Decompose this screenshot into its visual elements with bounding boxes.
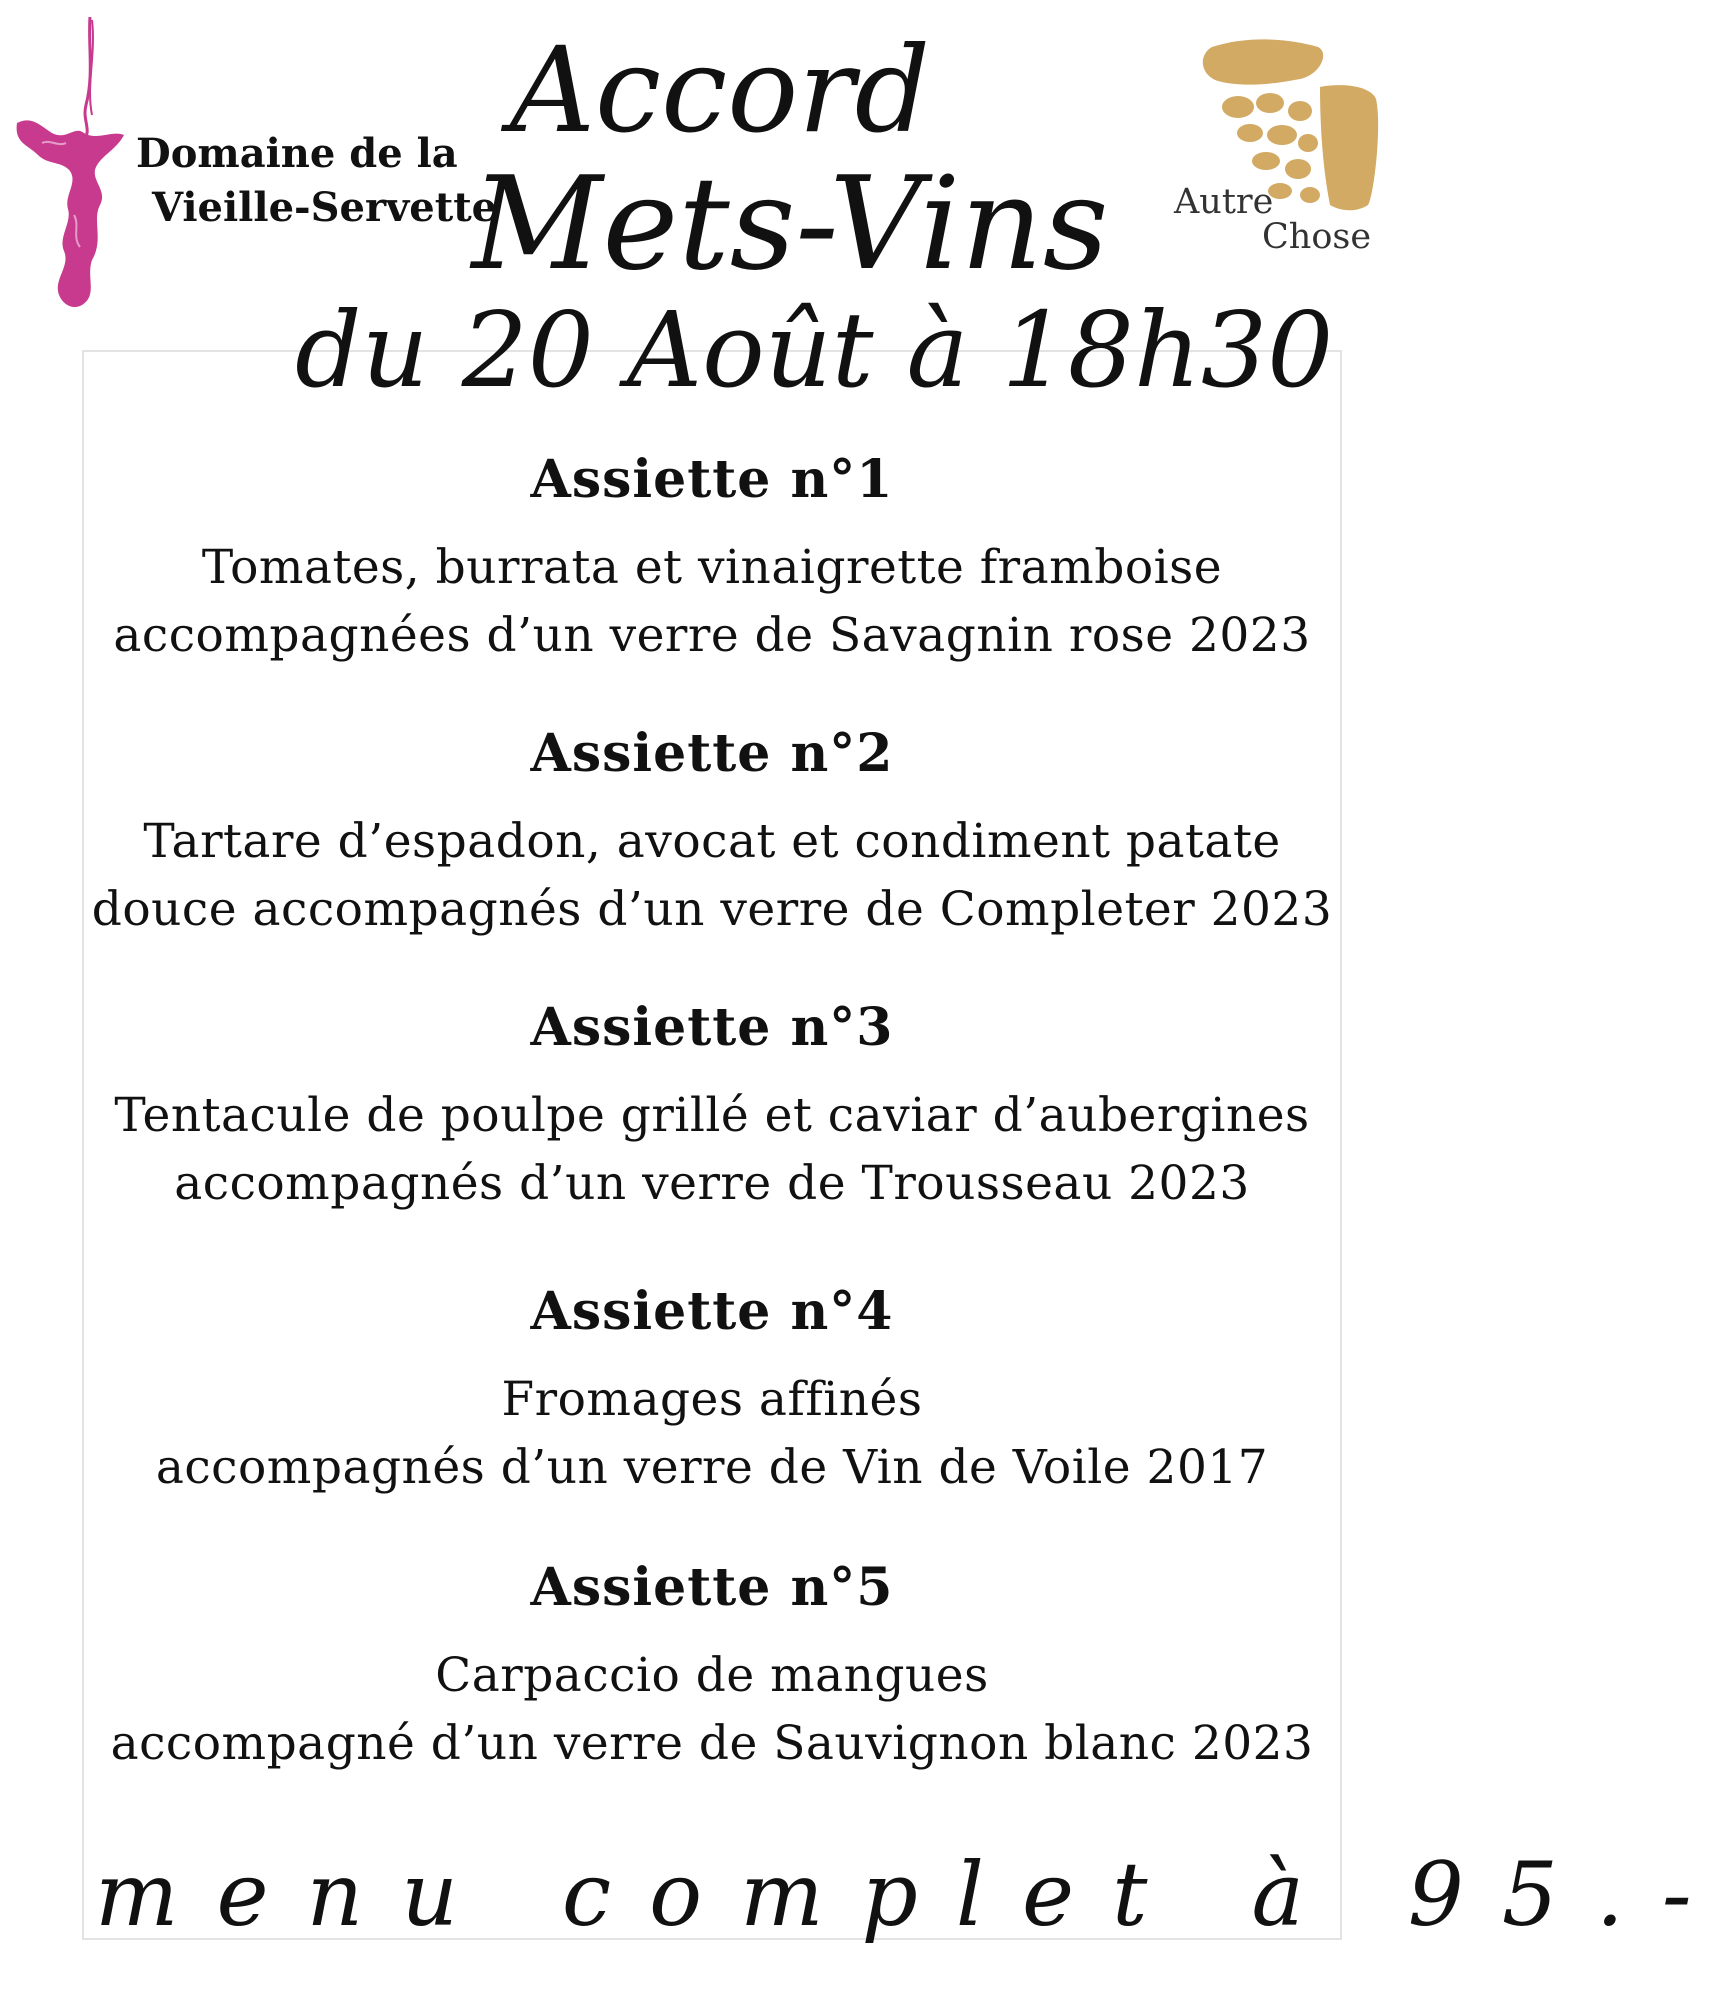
course-5 (82, 1556, 1342, 1778)
course-1 (82, 448, 1342, 670)
autre-chose-line2: Chose (1262, 217, 1372, 257)
course-wine: accompagnés d’un verre de Trousseau 2023 (174, 1156, 1250, 1211)
domaine-name-line1: Domaine de la (136, 130, 458, 177)
course-title: Assiette n°4 (530, 1281, 894, 1342)
course-wine: accompagné d’un verre de Sauvignon blanc 2023 (110, 1716, 1314, 1771)
menu-price: menu complet à 95.- (95, 1843, 1730, 1946)
title-date: du 20 Août à 18h30 (295, 289, 1334, 411)
title-accord: Accord (509, 21, 931, 159)
course-wine: accompagnées d’un verre de Savagnin rose 2023 (113, 608, 1311, 663)
autre-chose-logo (1170, 35, 1390, 265)
domaine-logo (12, 15, 498, 315)
course-title: Assiette n°1 (530, 449, 894, 510)
course-dish: Tomates, burrata et vinaigrette framboise (201, 540, 1223, 595)
domaine-name (136, 127, 497, 235)
autre-chose-line1: Autre (1174, 182, 1274, 222)
course-2 (82, 722, 1342, 944)
course-4 (82, 1280, 1342, 1502)
course-dish: Carpaccio de mangues (435, 1648, 989, 1703)
vine-icon (12, 15, 142, 315)
course-3 (82, 996, 1342, 1218)
title-mets-vins: Mets-Vins (471, 150, 1109, 299)
course-dish: Tentacule de poulpe grillé et caviar d’aubergines (114, 1088, 1310, 1143)
course-dish: Fromages affinés (501, 1372, 923, 1427)
course-title: Assiette n°3 (530, 997, 894, 1058)
course-title: Assiette n°2 (530, 723, 894, 784)
course-wine: douce accompagnés d’un verre de Completer 2023 (91, 882, 1333, 937)
course-dish: Tartare d’espadon, avocat et condiment patate (143, 814, 1281, 869)
course-wine: accompagnés d’un verre de Vin de Voile 2017 (155, 1440, 1269, 1495)
course-title: Assiette n°5 (530, 1557, 894, 1618)
domaine-name-line2: Vieille-Servette (152, 184, 498, 231)
